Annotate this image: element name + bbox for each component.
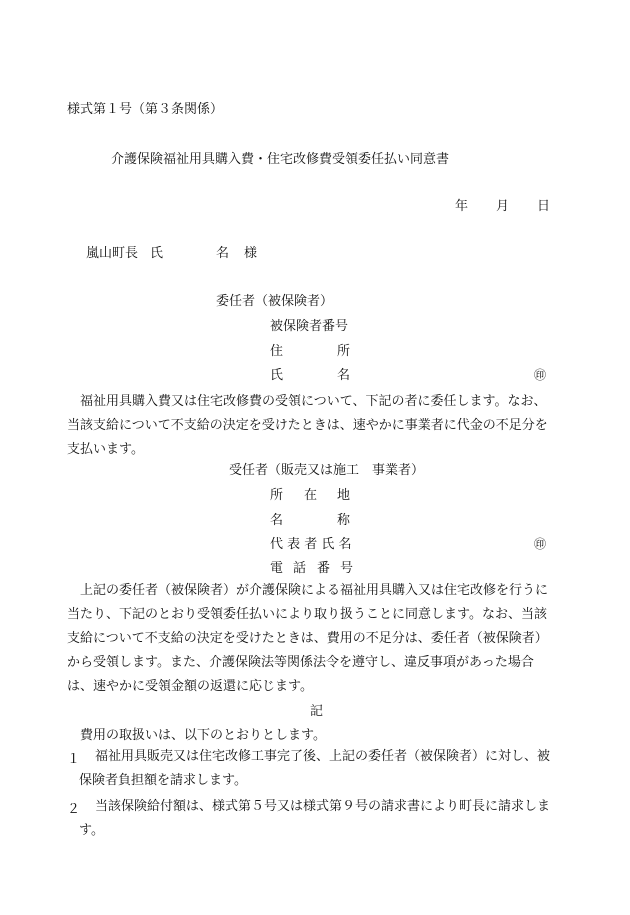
item-text-2: 当該保険給付額は、様式第５号又は様式第９号の請求書により町長に請求します。 [79,799,551,838]
addressee-name-label-2: 名 [216,246,230,261]
date-year-label: 年 [455,199,469,214]
delegation-paragraph: 福祉用具購入費又は住宅改修費の受領について、下記の者に委任します。なお、当該支給について不支給の決定を受けたときは、速やかに事業者に代金の不足分を支払います。 [67,394,548,457]
representative-label: 代 表 者 氏 名 [270,537,352,552]
location-label-1: 所 [270,488,284,503]
delegator-name-label-1: 氏 [270,368,284,383]
phone-label-1: 電 [270,561,284,576]
phone-label-2: 話 [293,561,307,576]
consent-paragraph: 上記の委任者（被保険者）が介護保険による福祉用具購入又は住宅改修を行うに当たり、下記のとおり受領委任払いにより取り扱うことに同意します。なお、当該支給について不支給の決定を受けたときは、費用の不足分は、委任者（被保険者）から受領します。また、介護保険法等関係法令を遵守し、違反事項があった場合は、速やかに受領金額の返還に応じます。 [67,583,549,694]
handling-intro: 費用の取扱いは、以下のとおりとします。 [80,728,326,743]
addressee-mayor: 嵐山町長 [86,246,139,261]
location-label-2: 在 [304,488,318,503]
addressee-honorific: 様 [244,246,258,261]
phone-label-3: 番 [317,561,331,576]
phone-label-4: 号 [340,561,354,576]
form-number: 様式第１号（第３条関係） [67,102,224,117]
ki-heading: 記 [310,704,324,719]
item-text-1: 福祉用具販売又は住宅改修工事完了後、上記の委任者（被保険者）に対し、被保険者負担額を請求します。 [79,749,551,788]
delegator-address-label-1: 住 [270,344,284,359]
location-label-3: 地 [337,488,351,503]
delegator-heading: 委任者（被保険者） [216,294,334,309]
delegate-heading: 受任者（販売又は施工 事業者） [229,463,425,478]
company-name-label-1: 名 [270,513,284,528]
delegator-seal-mark: ㊞ [534,368,547,382]
company-name-label-2: 称 [337,513,351,528]
date-day-label: 日 [537,199,551,214]
item-number-1: １ [67,752,81,767]
date-month-label: 月 [496,199,510,214]
page-title: 介護保険福祉用具購入費・住宅改修費受領委任払い同意書 [111,152,450,167]
item-number-2: ２ [67,802,81,817]
addressee-name-label-1: 氏 [150,246,164,261]
delegate-seal-mark: ㊞ [534,537,547,551]
insured-number-label: 被保険者番号 [270,319,349,334]
delegator-name-label-2: 名 [337,368,351,383]
delegator-address-label-2: 所 [337,344,351,359]
